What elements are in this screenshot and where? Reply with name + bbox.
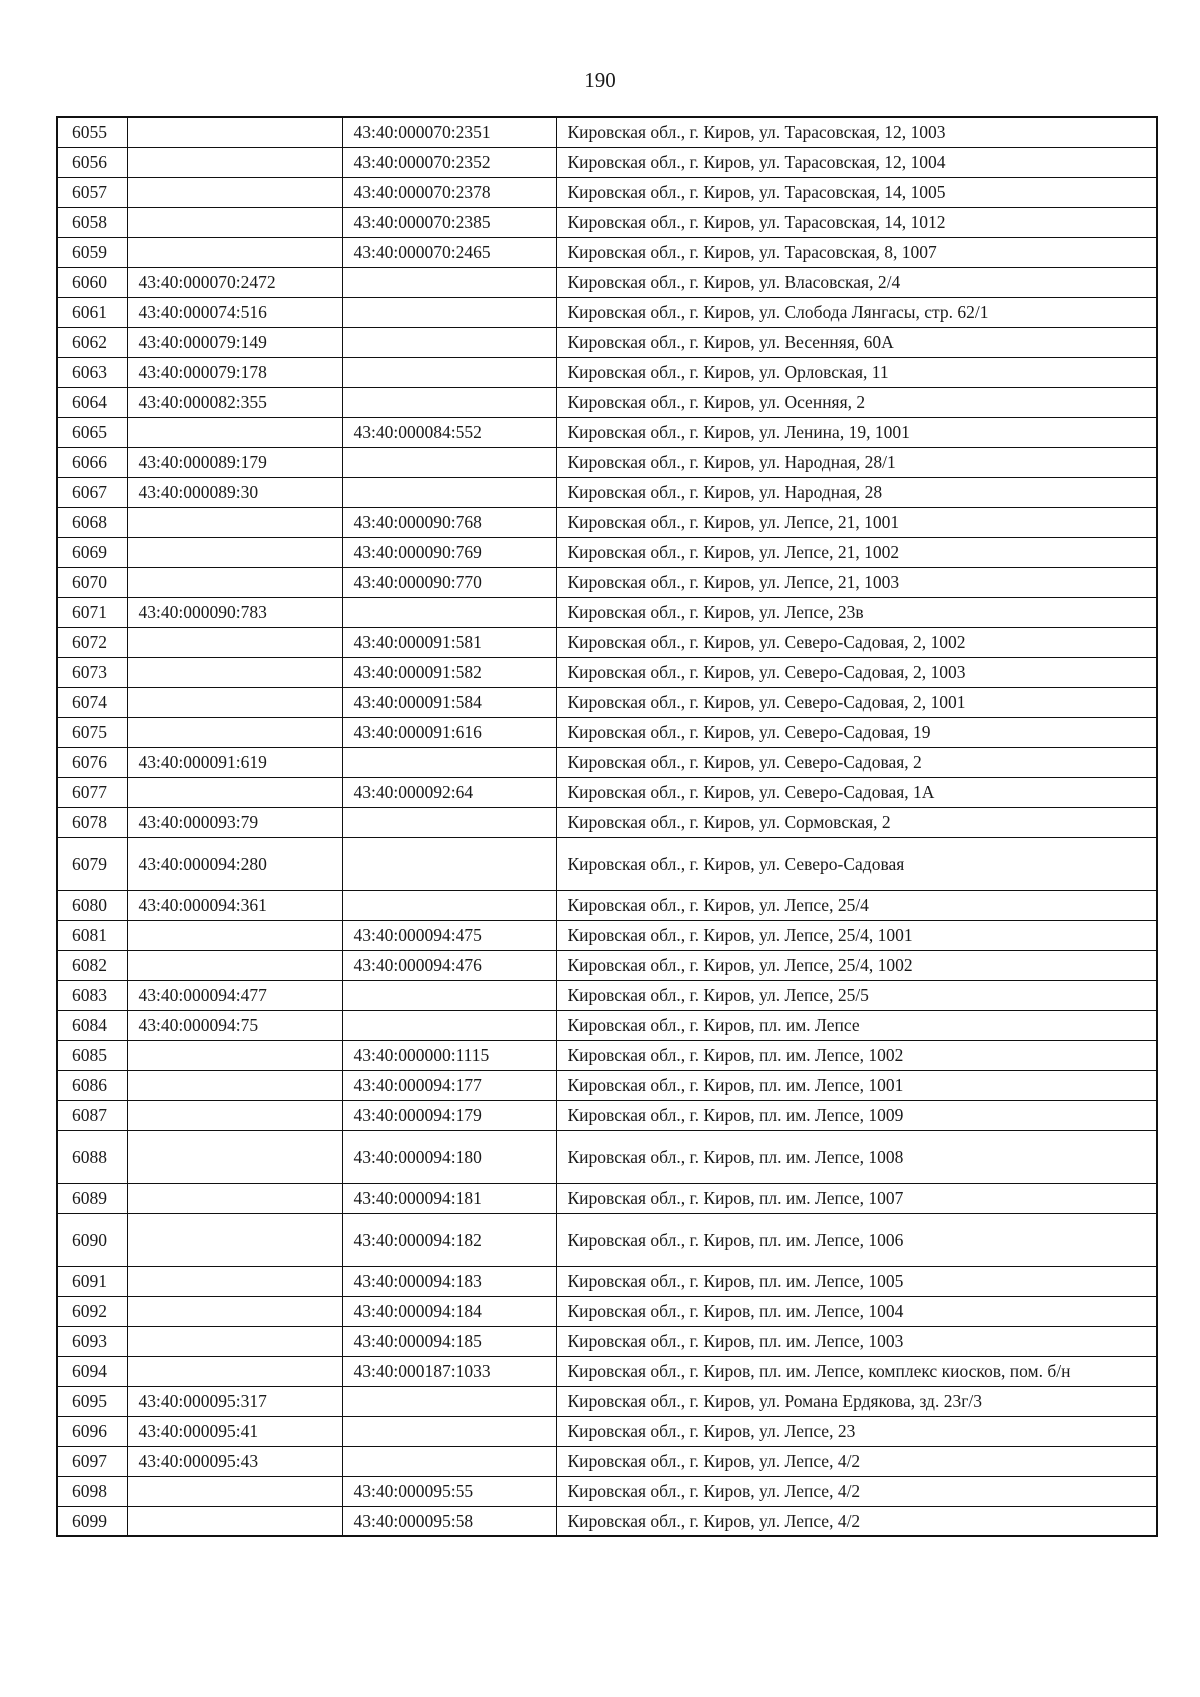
object-cadastral-cell: 43:40:000070:2465	[342, 237, 556, 267]
land-cadastral-cell	[127, 1476, 342, 1506]
object-cadastral-cell	[342, 327, 556, 357]
land-cadastral-cell	[127, 537, 342, 567]
object-cadastral-cell: 43:40:000094:179	[342, 1100, 556, 1130]
address-cell: Кировская обл., г. Киров, пл. им. Лепсе, 1003	[556, 1326, 1157, 1356]
row-number-cell: 6058	[57, 207, 127, 237]
row-number-cell: 6091	[57, 1266, 127, 1296]
table-row	[57, 1506, 1157, 1536]
object-cadastral-cell: 43:40:000094:183	[342, 1266, 556, 1296]
address-cell: Кировская обл., г. Киров, ул. Лепсе, 4/2	[556, 1446, 1157, 1476]
object-cadastral-cell: 43:40:000187:1033	[342, 1356, 556, 1386]
table-row	[57, 1183, 1157, 1213]
row-number-cell: 6066	[57, 447, 127, 477]
address-cell: Кировская обл., г. Киров, пл. им. Лепсе, 1008	[556, 1130, 1157, 1183]
address-cell: Кировская обл., г. Киров, ул. Северо-Садовая, 2, 1001	[556, 687, 1157, 717]
land-cadastral-cell: 43:40:000091:619	[127, 747, 342, 777]
table-row	[57, 477, 1157, 507]
row-number-cell: 6094	[57, 1356, 127, 1386]
object-cadastral-cell	[342, 597, 556, 627]
address-cell: Кировская обл., г. Киров, пл. им. Лепсе, 1009	[556, 1100, 1157, 1130]
land-cadastral-cell	[127, 657, 342, 687]
object-cadastral-cell: 43:40:000070:2351	[342, 117, 556, 147]
row-number-cell: 6099	[57, 1506, 127, 1536]
object-cadastral-cell	[342, 267, 556, 297]
object-cadastral-cell: 43:40:000091:582	[342, 657, 556, 687]
object-cadastral-cell: 43:40:000094:184	[342, 1296, 556, 1326]
address-cell: Кировская обл., г. Киров, пл. им. Лепсе, 1005	[556, 1266, 1157, 1296]
object-cadastral-cell: 43:40:000095:58	[342, 1506, 556, 1536]
address-cell: Кировская обл., г. Киров, ул. Лепсе, 21, 1001	[556, 507, 1157, 537]
land-cadastral-cell	[127, 1266, 342, 1296]
row-number-cell: 6073	[57, 657, 127, 687]
table-row	[57, 777, 1157, 807]
row-number-cell: 6085	[57, 1040, 127, 1070]
table-row	[57, 1130, 1157, 1183]
row-number-cell: 6081	[57, 920, 127, 950]
row-number-cell: 6076	[57, 747, 127, 777]
table-row	[57, 117, 1157, 147]
land-cadastral-cell: 43:40:000082:355	[127, 387, 342, 417]
table-row	[57, 920, 1157, 950]
land-cadastral-cell	[127, 1130, 342, 1183]
land-cadastral-cell: 43:40:000070:2472	[127, 267, 342, 297]
row-number-cell: 6098	[57, 1476, 127, 1506]
object-cadastral-cell	[342, 1416, 556, 1446]
object-cadastral-cell: 43:40:000070:2352	[342, 147, 556, 177]
table-row	[57, 417, 1157, 447]
table-row	[57, 807, 1157, 837]
row-number-cell: 6069	[57, 537, 127, 567]
address-cell: Кировская обл., г. Киров, ул. Лепсе, 25/4	[556, 890, 1157, 920]
row-number-cell: 6089	[57, 1183, 127, 1213]
table-row	[57, 387, 1157, 417]
table-row	[57, 657, 1157, 687]
land-cadastral-cell: 43:40:000089:179	[127, 447, 342, 477]
table-row	[57, 147, 1157, 177]
row-number-cell: 6075	[57, 717, 127, 747]
row-number-cell: 6062	[57, 327, 127, 357]
land-cadastral-cell	[127, 950, 342, 980]
address-cell: Кировская обл., г. Киров, ул. Лепсе, 4/2	[556, 1476, 1157, 1506]
table-row	[57, 1266, 1157, 1296]
land-cadastral-cell	[127, 507, 342, 537]
land-cadastral-cell	[127, 1100, 342, 1130]
land-cadastral-cell	[127, 1356, 342, 1386]
object-cadastral-cell	[342, 1446, 556, 1476]
address-cell: Кировская обл., г. Киров, ул. Тарасовская, 12, 1003	[556, 117, 1157, 147]
object-cadastral-cell	[342, 1386, 556, 1416]
table-row	[57, 1213, 1157, 1266]
land-cadastral-cell: 43:40:000090:783	[127, 597, 342, 627]
row-number-cell: 6084	[57, 1010, 127, 1040]
object-cadastral-cell: 43:40:000070:2385	[342, 207, 556, 237]
land-cadastral-cell	[127, 717, 342, 747]
table-row	[57, 447, 1157, 477]
address-cell: Кировская обл., г. Киров, ул. Северо-Садовая, 1А	[556, 777, 1157, 807]
address-cell: Кировская обл., г. Киров, ул. Тарасовская, 14, 1012	[556, 207, 1157, 237]
object-cadastral-cell	[342, 297, 556, 327]
land-cadastral-cell	[127, 1296, 342, 1326]
table-row	[57, 267, 1157, 297]
object-cadastral-cell	[342, 447, 556, 477]
object-cadastral-cell	[342, 747, 556, 777]
object-cadastral-cell: 43:40:000084:552	[342, 417, 556, 447]
object-cadastral-cell	[342, 837, 556, 890]
table-row	[57, 1296, 1157, 1326]
address-cell: Кировская обл., г. Киров, пл. им. Лепсе, 1006	[556, 1213, 1157, 1266]
land-cadastral-cell: 43:40:000094:280	[127, 837, 342, 890]
object-cadastral-cell	[342, 807, 556, 837]
table-row	[57, 567, 1157, 597]
table-row	[57, 717, 1157, 747]
address-cell: Кировская обл., г. Киров, ул. Северо-Садовая, 2, 1002	[556, 627, 1157, 657]
land-cadastral-cell	[127, 1506, 342, 1536]
object-cadastral-cell	[342, 357, 556, 387]
object-cadastral-cell: 43:40:000094:475	[342, 920, 556, 950]
object-cadastral-cell: 43:40:000095:55	[342, 1476, 556, 1506]
row-number-cell: 6077	[57, 777, 127, 807]
address-cell: Кировская обл., г. Киров, пл. им. Лепсе, 1004	[556, 1296, 1157, 1326]
address-cell: Кировская обл., г. Киров, ул. Народная, 28/1	[556, 447, 1157, 477]
row-number-cell: 6057	[57, 177, 127, 207]
land-cadastral-cell	[127, 1183, 342, 1213]
table-row	[57, 537, 1157, 567]
row-number-cell: 6063	[57, 357, 127, 387]
row-number-cell: 6097	[57, 1446, 127, 1476]
address-cell: Кировская обл., г. Киров, ул. Лепсе, 25/5	[556, 980, 1157, 1010]
row-number-cell: 6079	[57, 837, 127, 890]
row-number-cell: 6078	[57, 807, 127, 837]
registry-table-body	[57, 117, 1157, 1536]
address-cell: Кировская обл., г. Киров, пл. им. Лепсе, комплекс киосков, пом. б/н	[556, 1356, 1157, 1386]
land-cadastral-cell: 43:40:000079:149	[127, 327, 342, 357]
address-cell: Кировская обл., г. Киров, ул. Тарасовская, 14, 1005	[556, 177, 1157, 207]
address-cell: Кировская обл., г. Киров, ул. Северо-Садовая, 2, 1003	[556, 657, 1157, 687]
address-cell: Кировская обл., г. Киров, ул. Северо-Садовая, 2	[556, 747, 1157, 777]
row-number-cell: 6083	[57, 980, 127, 1010]
address-cell: Кировская обл., г. Киров, ул. Весенняя, 60А	[556, 327, 1157, 357]
row-number-cell: 6055	[57, 117, 127, 147]
land-cadastral-cell	[127, 567, 342, 597]
address-cell: Кировская обл., г. Киров, ул. Лепсе, 4/2	[556, 1506, 1157, 1536]
land-cadastral-cell: 43:40:000093:79	[127, 807, 342, 837]
table-row	[57, 237, 1157, 267]
address-cell: Кировская обл., г. Киров, ул. Сормовская, 2	[556, 807, 1157, 837]
address-cell: Кировская обл., г. Киров, ул. Тарасовская, 12, 1004	[556, 147, 1157, 177]
land-cadastral-cell	[127, 117, 342, 147]
table-row	[57, 207, 1157, 237]
row-number-cell: 6060	[57, 267, 127, 297]
address-cell: Кировская обл., г. Киров, ул. Осенняя, 2	[556, 387, 1157, 417]
object-cadastral-cell: 43:40:000094:180	[342, 1130, 556, 1183]
row-number-cell: 6090	[57, 1213, 127, 1266]
table-row	[57, 627, 1157, 657]
row-number-cell: 6087	[57, 1100, 127, 1130]
object-cadastral-cell: 43:40:000090:768	[342, 507, 556, 537]
table-row	[57, 1386, 1157, 1416]
address-cell: Кировская обл., г. Киров, ул. Тарасовская, 8, 1007	[556, 237, 1157, 267]
object-cadastral-cell: 43:40:000091:584	[342, 687, 556, 717]
land-cadastral-cell: 43:40:000094:361	[127, 890, 342, 920]
land-cadastral-cell: 43:40:000094:477	[127, 980, 342, 1010]
address-cell: Кировская обл., г. Киров, ул. Романа Ердякова, зд. 23г/3	[556, 1386, 1157, 1416]
table-row	[57, 837, 1157, 890]
object-cadastral-cell: 43:40:000090:770	[342, 567, 556, 597]
table-row	[57, 1476, 1157, 1506]
land-cadastral-cell	[127, 207, 342, 237]
row-number-cell: 6096	[57, 1416, 127, 1446]
address-cell: Кировская обл., г. Киров, пл. им. Лепсе, 1001	[556, 1070, 1157, 1100]
land-cadastral-cell	[127, 177, 342, 207]
table-row	[57, 297, 1157, 327]
row-number-cell: 6095	[57, 1386, 127, 1416]
row-number-cell: 6064	[57, 387, 127, 417]
table-row	[57, 177, 1157, 207]
address-cell: Кировская обл., г. Киров, ул. Северо-Садовая	[556, 837, 1157, 890]
row-number-cell: 6082	[57, 950, 127, 980]
object-cadastral-cell: 43:40:000094:476	[342, 950, 556, 980]
object-cadastral-cell: 43:40:000090:769	[342, 537, 556, 567]
land-cadastral-cell	[127, 1070, 342, 1100]
address-cell: Кировская обл., г. Киров, ул. Орловская, 11	[556, 357, 1157, 387]
land-cadastral-cell	[127, 627, 342, 657]
registry-table	[56, 116, 1158, 1537]
address-cell: Кировская обл., г. Киров, ул. Лепсе, 25/4, 1002	[556, 950, 1157, 980]
object-cadastral-cell: 43:40:000094:182	[342, 1213, 556, 1266]
object-cadastral-cell	[342, 980, 556, 1010]
land-cadastral-cell: 43:40:000079:178	[127, 357, 342, 387]
object-cadastral-cell	[342, 477, 556, 507]
land-cadastral-cell	[127, 1040, 342, 1070]
table-row	[57, 980, 1157, 1010]
row-number-cell: 6071	[57, 597, 127, 627]
land-cadastral-cell: 43:40:000095:43	[127, 1446, 342, 1476]
land-cadastral-cell: 43:40:000095:41	[127, 1416, 342, 1446]
table-row	[57, 507, 1157, 537]
address-cell: Кировская обл., г. Киров, ул. Ленина, 19, 1001	[556, 417, 1157, 447]
address-cell: Кировская обл., г. Киров, ул. Лепсе, 23в	[556, 597, 1157, 627]
land-cadastral-cell: 43:40:000094:75	[127, 1010, 342, 1040]
row-number-cell: 6072	[57, 627, 127, 657]
row-number-cell: 6093	[57, 1326, 127, 1356]
land-cadastral-cell: 43:40:000089:30	[127, 477, 342, 507]
object-cadastral-cell	[342, 1010, 556, 1040]
row-number-cell: 6067	[57, 477, 127, 507]
row-number-cell: 6061	[57, 297, 127, 327]
address-cell: Кировская обл., г. Киров, ул. Лепсе, 25/4, 1001	[556, 920, 1157, 950]
address-cell: Кировская обл., г. Киров, ул. Лепсе, 23	[556, 1416, 1157, 1446]
page-number: 190	[584, 68, 616, 92]
address-cell: Кировская обл., г. Киров, ул. Северо-Садовая, 19	[556, 717, 1157, 747]
address-cell: Кировская обл., г. Киров, ул. Лепсе, 21, 1003	[556, 567, 1157, 597]
row-number-cell: 6068	[57, 507, 127, 537]
object-cadastral-cell: 43:40:000091:616	[342, 717, 556, 747]
land-cadastral-cell	[127, 777, 342, 807]
table-row	[57, 1040, 1157, 1070]
table-row	[57, 1416, 1157, 1446]
row-number-cell: 6092	[57, 1296, 127, 1326]
table-row	[57, 747, 1157, 777]
row-number-cell: 6088	[57, 1130, 127, 1183]
object-cadastral-cell: 43:40:000092:64	[342, 777, 556, 807]
row-number-cell: 6070	[57, 567, 127, 597]
table-row	[57, 1446, 1157, 1476]
object-cadastral-cell	[342, 890, 556, 920]
address-cell: Кировская обл., г. Киров, ул. Власовская, 2/4	[556, 267, 1157, 297]
table-row	[57, 327, 1157, 357]
land-cadastral-cell: 43:40:000095:317	[127, 1386, 342, 1416]
land-cadastral-cell	[127, 687, 342, 717]
object-cadastral-cell: 43:40:000094:181	[342, 1183, 556, 1213]
row-number-cell: 6056	[57, 147, 127, 177]
row-number-cell: 6086	[57, 1070, 127, 1100]
land-cadastral-cell	[127, 147, 342, 177]
land-cadastral-cell	[127, 237, 342, 267]
table-row	[57, 1100, 1157, 1130]
row-number-cell: 6074	[57, 687, 127, 717]
table-row	[57, 1070, 1157, 1100]
address-cell: Кировская обл., г. Киров, пл. им. Лепсе	[556, 1010, 1157, 1040]
address-cell: Кировская обл., г. Киров, ул. Народная, 28	[556, 477, 1157, 507]
land-cadastral-cell: 43:40:000074:516	[127, 297, 342, 327]
object-cadastral-cell	[342, 387, 556, 417]
address-cell: Кировская обл., г. Киров, ул. Лепсе, 21, 1002	[556, 537, 1157, 567]
land-cadastral-cell	[127, 920, 342, 950]
address-cell: Кировская обл., г. Киров, ул. Слобода Лянгасы, стр. 62/1	[556, 297, 1157, 327]
table-row	[57, 890, 1157, 920]
row-number-cell: 6065	[57, 417, 127, 447]
table-row	[57, 1356, 1157, 1386]
table-row	[57, 597, 1157, 627]
table-row	[57, 950, 1157, 980]
object-cadastral-cell: 43:40:000091:581	[342, 627, 556, 657]
row-number-cell: 6080	[57, 890, 127, 920]
object-cadastral-cell: 43:40:000094:177	[342, 1070, 556, 1100]
object-cadastral-cell: 43:40:000070:2378	[342, 177, 556, 207]
land-cadastral-cell	[127, 417, 342, 447]
table-row	[57, 687, 1157, 717]
address-cell: Кировская обл., г. Киров, пл. им. Лепсе, 1002	[556, 1040, 1157, 1070]
table-row	[57, 1326, 1157, 1356]
land-cadastral-cell	[127, 1213, 342, 1266]
object-cadastral-cell: 43:40:000000:1115	[342, 1040, 556, 1070]
address-cell: Кировская обл., г. Киров, пл. им. Лепсе, 1007	[556, 1183, 1157, 1213]
table-row	[57, 357, 1157, 387]
object-cadastral-cell: 43:40:000094:185	[342, 1326, 556, 1356]
row-number-cell: 6059	[57, 237, 127, 267]
land-cadastral-cell	[127, 1326, 342, 1356]
table-row	[57, 1010, 1157, 1040]
